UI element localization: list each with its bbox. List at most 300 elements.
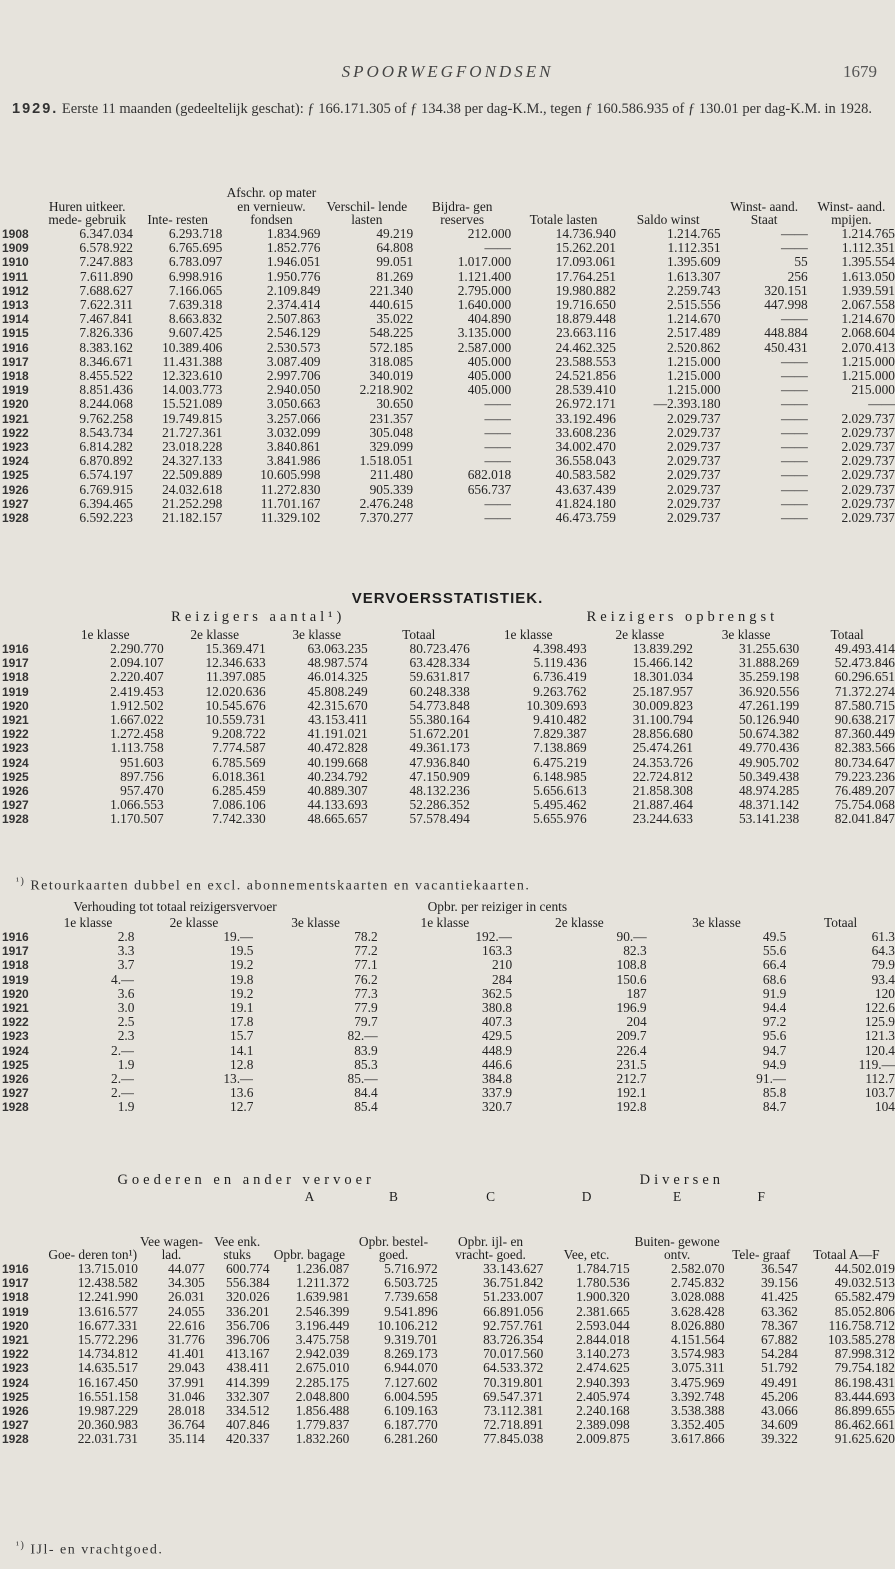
year-cell: 1916 (2, 1262, 29, 1276)
group-letter: D (581, 1189, 592, 1204)
table-cell: 2.029.737 (666, 511, 721, 526)
table-cell: 231.5 (616, 1057, 647, 1072)
table-cell: 43.066 (761, 1404, 798, 1419)
table-cell: 6.574.197 (79, 468, 133, 483)
table-cell: 1.780.536 (576, 1276, 630, 1291)
year-cell: 1919 (2, 684, 29, 699)
table-cell: 70.017.560 (483, 1347, 544, 1362)
column-header: Totaal A—F (813, 1247, 880, 1262)
freight-table (0, 1170, 895, 1447)
year-cell: 1927 (2, 1418, 29, 1433)
table-row (0, 511, 895, 525)
table-cell: 600.774 (226, 1262, 270, 1276)
table-cell: 17.8 (230, 1015, 254, 1030)
table-cell: 7.086.106 (212, 798, 266, 813)
table-cell: 12.8 (230, 1057, 254, 1072)
table-cell: 41.824.180 (555, 496, 616, 511)
year-cell: 1917 (2, 354, 29, 369)
table-cell: 11.701.167 (260, 496, 321, 511)
table-cell: —— (484, 511, 512, 526)
table-cell: 73.112.381 (483, 1404, 544, 1419)
table-cell: 209.7 (616, 1029, 647, 1044)
table-cell: 413.167 (226, 1347, 270, 1362)
table-cell: 48.974.285 (738, 784, 800, 799)
table-cell: 2.029.737 (841, 411, 895, 426)
table-cell: 70.319.801 (483, 1375, 544, 1390)
column-header: 3e klasse (291, 915, 340, 930)
column-header: Verschil- lende lasten (326, 198, 408, 227)
table-cell: 13.715.010 (77, 1262, 138, 1276)
footnote-text: Retourkaarten dubbel en excl. abonnementskaarten en vacantiekaarten. (30, 878, 531, 894)
table-cell: 24.327.133 (162, 454, 223, 469)
table-cell: 34.305 (168, 1276, 205, 1291)
table-cell: 55 (794, 255, 808, 270)
table-cell: 1.215.000 (666, 354, 721, 369)
table-cell: 19.980.882 (555, 283, 616, 298)
table-cell: 1.272.458 (110, 727, 164, 742)
table-row (0, 397, 895, 411)
table-cell: 16.551.158 (77, 1389, 138, 1404)
table-row (0, 741, 895, 755)
table-row (0, 412, 895, 426)
table-cell: 14.1 (230, 1043, 254, 1058)
table-cell: 15.7 (230, 1029, 254, 1044)
table-cell: 19.2 (230, 986, 254, 1001)
table-row (0, 1376, 895, 1390)
table-cell: 12.241.990 (77, 1290, 138, 1305)
table-cell: 548.225 (369, 326, 414, 341)
table-cell: 36.547 (761, 1262, 798, 1276)
table-cell: 79.7 (354, 1015, 378, 1030)
table-cell: 49.361.173 (409, 741, 470, 756)
table-cell: 2.476.248 (359, 496, 414, 511)
table-cell: 7.611.890 (79, 269, 133, 284)
table-cell: 35.022 (376, 312, 414, 327)
intro-paragraph (12, 100, 882, 118)
table-cell: 682.018 (467, 468, 512, 483)
table-cell: 9.607.425 (168, 326, 223, 341)
table-cell: —— (780, 482, 808, 497)
year-cell: 1928 (2, 1100, 29, 1115)
table-cell: 3.352.405 (670, 1418, 725, 1433)
table-row (0, 312, 895, 326)
table-cell: 1.640.000 (457, 298, 512, 313)
year-cell: 1925 (2, 1057, 29, 1072)
table-cell: 2.940.393 (576, 1375, 630, 1390)
column-header: Vee wagen- lad. (140, 1233, 203, 1262)
column-header: 2e klasse (169, 915, 219, 930)
table-cell: 1.832.260 (295, 1432, 350, 1447)
column-header: 1e klasse (63, 915, 113, 930)
table-cell: 420.337 (226, 1432, 270, 1447)
group-letter: A (304, 1189, 315, 1204)
table-cell: 556.384 (226, 1276, 270, 1291)
table-cell: 320.026 (226, 1290, 270, 1305)
table-row (0, 497, 895, 511)
table-cell: 5.716.972 (384, 1262, 438, 1276)
year-cell: 1925 (2, 1389, 29, 1404)
year-cell: 1924 (2, 1375, 29, 1390)
table-cell: 2.5 (117, 1015, 135, 1030)
table-cell: 6.285.459 (212, 784, 266, 799)
year-cell: 1913 (2, 298, 29, 313)
table-cell: 41.191.021 (307, 727, 368, 742)
table-cell: 1.017.000 (457, 255, 512, 270)
table-cell: 61.3 (871, 930, 895, 944)
table-cell: 7.774.587 (212, 741, 266, 756)
year-cell: 1922 (2, 425, 29, 440)
table-cell: 49.493.414 (834, 642, 895, 656)
table-cell: 2.029.737 (841, 482, 895, 497)
table-cell: 2.419.453 (110, 684, 164, 699)
table-row (0, 1044, 895, 1058)
table-cell: 231.357 (369, 411, 414, 426)
table-cell: 41.425 (761, 1290, 798, 1305)
table-cell: 1.912.502 (110, 698, 164, 713)
table-cell: —— (484, 440, 512, 455)
table-cell: 28.539.410 (555, 383, 616, 398)
table-cell: 1.236.087 (295, 1262, 350, 1276)
column-header: 3e klasse (292, 627, 342, 642)
table-cell: 2.029.737 (841, 425, 895, 440)
table-cell: —— (780, 354, 808, 369)
table-cell: 2.029.737 (841, 496, 895, 511)
table-cell: —— (780, 241, 808, 256)
table-row (0, 1290, 895, 1304)
table-cell: 12.7 (230, 1100, 254, 1115)
table-row (0, 426, 895, 440)
table-cell: 31.888.269 (738, 656, 800, 671)
table-cell: 1.214.670 (666, 312, 721, 327)
table-cell: 121.3 (864, 1029, 895, 1044)
table-cell: 3.0 (117, 1001, 135, 1016)
table-cell: 3.475.969 (670, 1375, 725, 1390)
table-cell: 50.674.382 (738, 727, 800, 742)
table-cell: 1.215.000 (666, 383, 721, 398)
table-cell: 17.093.061 (555, 255, 616, 270)
table-cell: 35.114 (168, 1432, 205, 1447)
table-cell: 40.199.668 (307, 755, 368, 770)
table-cell: 336.201 (226, 1304, 270, 1319)
table-cell: 332.307 (226, 1389, 270, 1404)
table-cell: 64.533.372 (483, 1361, 544, 1376)
table-cell: 6.783.097 (168, 255, 223, 270)
table-cell: 28.856.680 (632, 727, 693, 742)
table-cell: 6.281.260 (384, 1432, 438, 1447)
table-cell: 83.444.693 (834, 1389, 895, 1404)
table-row (0, 1361, 895, 1375)
table-cell: 2.070.413 (841, 340, 895, 355)
table-cell: 21.858.308 (632, 784, 693, 799)
year-cell: 1912 (2, 283, 29, 298)
table-cell: 51.233.007 (483, 1290, 544, 1305)
year-cell: 1916 (2, 930, 29, 944)
table-cell: 3.196.449 (295, 1318, 350, 1333)
table-cell: 120.4 (864, 1043, 895, 1058)
table-cell: 84.7 (762, 1100, 787, 1115)
table-cell: 36.920.556 (738, 684, 800, 699)
table-cell: —— (780, 468, 808, 483)
table-cell: 1.900.320 (576, 1290, 630, 1305)
table-cell: 9.208.722 (212, 727, 266, 742)
table-cell: 2.029.737 (666, 440, 721, 455)
table-cell: 2.067.558 (841, 298, 895, 313)
table-row (0, 1276, 895, 1290)
table-cell: 94.4 (762, 1001, 787, 1016)
table-cell: 7.742.330 (212, 812, 266, 827)
table-cell: 320.7 (482, 1100, 513, 1115)
column-header: 2e klasse (190, 627, 240, 642)
table-cell: 6.765.695 (168, 241, 223, 256)
table-cell: 90.— (616, 930, 647, 944)
table-cell: 10.106.212 (377, 1318, 438, 1333)
table-row (0, 713, 895, 727)
table-cell: 49.032.513 (834, 1276, 895, 1291)
table-cell: 2.029.737 (666, 425, 721, 440)
table-cell: 75.754.068 (834, 798, 895, 813)
table-cell: 1.9 (117, 1100, 135, 1115)
table-cell: 8.383.162 (79, 340, 133, 355)
table-cell: 3.6 (117, 986, 135, 1001)
table-row (0, 656, 895, 670)
table-cell: 31.255.630 (738, 642, 800, 656)
column-header: 1e klasse (80, 627, 130, 642)
table-cell: 2.220.407 (110, 670, 164, 685)
table-cell: 2.218.902 (359, 383, 414, 398)
table-cell: 3.028.088 (670, 1290, 725, 1305)
table-cell: 5.656.613 (533, 784, 587, 799)
table-cell: —— (780, 383, 808, 398)
table-cell: 8.346.671 (79, 354, 133, 369)
table-cell: 46.473.759 (555, 511, 616, 526)
table-cell: 99.051 (376, 255, 414, 270)
year-cell: 1923 (2, 440, 29, 455)
column-header: 3e klasse (692, 915, 741, 930)
table-cell: 64.808 (376, 241, 414, 256)
footnote-mark: ¹) (16, 1540, 26, 1551)
column-header: Buiten- gewone ontv. (634, 1233, 720, 1262)
table-cell: 1.215.000 (841, 354, 895, 369)
table-cell: 221.340 (369, 283, 414, 298)
table-cell: 52.473.846 (834, 656, 895, 671)
table-cell: 48.665.657 (307, 812, 368, 827)
table-cell: 13.6 (230, 1086, 254, 1101)
table-cell: 1.214.765 (841, 227, 895, 241)
table-cell: 30.009.823 (632, 698, 693, 713)
year-cell: 1925 (2, 468, 29, 483)
table-cell: 104 (874, 1100, 895, 1115)
table-cell: 24.462.325 (555, 340, 616, 355)
table-row (0, 298, 895, 312)
table-cell: 44.077 (168, 1262, 205, 1276)
table-cell: 81.269 (376, 269, 414, 284)
year-cell: 1926 (2, 1072, 29, 1087)
table-cell: 40.583.582 (555, 468, 616, 483)
table-cell: 6.475.219 (533, 755, 587, 770)
table-cell: 10.389.406 (162, 340, 223, 355)
table-cell: 53.141.238 (738, 812, 800, 827)
table-cell: 5.495.462 (533, 798, 587, 813)
table-cell: 79.754.182 (834, 1361, 895, 1376)
table-cell: 8.663.832 (168, 312, 223, 327)
table-cell: 2.259.743 (666, 283, 721, 298)
table-cell: 3.628.428 (670, 1304, 725, 1319)
year-cell: 1927 (2, 496, 29, 511)
table-cell: 24.055 (168, 1304, 205, 1319)
table-cell: 85.4 (354, 1100, 378, 1115)
table-cell: 91.— (756, 1072, 787, 1087)
table-cell: 19.749.815 (162, 411, 223, 426)
table-cell: 44.502.019 (834, 1262, 895, 1276)
table-cell: 192.— (475, 930, 513, 944)
table-cell: 82.383.566 (834, 741, 895, 756)
table-cell: —— (484, 241, 512, 256)
table-cell: 90.638.217 (834, 713, 895, 728)
table-cell: 40.234.792 (307, 769, 368, 784)
table-cell: 1.395.609 (666, 255, 721, 270)
table-cell: 318.085 (369, 354, 414, 369)
year-cell: 1922 (2, 727, 29, 742)
table-cell: 13.616.577 (77, 1304, 138, 1319)
table-cell: 24.521.856 (555, 369, 616, 384)
table-cell: 125.9 (864, 1015, 895, 1030)
table-cell: 86.198.431 (834, 1375, 895, 1390)
table-cell: —— (484, 425, 512, 440)
table-row (0, 1432, 895, 1446)
table-cell: 8.543.734 (79, 425, 133, 440)
table-cell: 1.852.776 (266, 241, 321, 256)
table-cell: 12.346.633 (205, 656, 266, 671)
table-cell: 63.362 (761, 1304, 798, 1319)
table-cell: 37.991 (168, 1375, 205, 1390)
table-cell: 94.7 (762, 1043, 787, 1058)
column-header: Vee, etc. (563, 1247, 610, 1262)
table-cell: 44.133.693 (307, 798, 368, 813)
table-cell: 2.745.832 (670, 1276, 725, 1291)
table-cell: 60.248.338 (409, 684, 470, 699)
table-cell: 187 (626, 986, 647, 1001)
table-row (0, 1404, 895, 1418)
table-cell: 7.829.387 (533, 727, 587, 742)
table-cell: 39.322 (761, 1432, 798, 1447)
table-cell: 83.726.354 (483, 1333, 544, 1348)
year-cell: 1927 (2, 1086, 29, 1101)
table-cell: 405.000 (467, 369, 512, 384)
year-cell: 1922 (2, 1015, 29, 1030)
table-cell: 19.8 (230, 972, 254, 987)
year-cell: 1917 (2, 656, 29, 671)
table-cell: 51.672.201 (409, 727, 470, 742)
table-row (0, 1058, 895, 1072)
table-cell: 1.211.372 (296, 1276, 350, 1291)
table-cell: 1.946.051 (266, 255, 321, 270)
table-row (0, 685, 895, 699)
year-cell: 1921 (2, 1333, 29, 1348)
table-cell: 7.127.602 (384, 1375, 438, 1390)
table-cell: 362.5 (482, 986, 513, 1001)
table-cell: 25.187.957 (632, 684, 693, 699)
table-cell: 21.887.464 (632, 798, 693, 813)
column-header: 2e klasse (615, 627, 665, 642)
table-row (0, 770, 895, 784)
table-row (0, 341, 895, 355)
table-cell: —— (780, 227, 808, 241)
table-cell: 384.8 (482, 1072, 513, 1087)
table-cell: 6.998.916 (168, 269, 223, 284)
table-cell: 450.431 (764, 340, 808, 355)
table-row (0, 454, 895, 468)
table-cell: 45.206 (761, 1389, 798, 1404)
table-cell: 3.538.388 (670, 1404, 725, 1419)
table-cell: 69.547.371 (483, 1389, 544, 1404)
table-cell: 2.507.863 (266, 312, 321, 327)
table-cell: 91.625.620 (834, 1432, 895, 1447)
table-cell: 2.— (111, 1072, 135, 1087)
table-cell: 43.637.439 (555, 482, 616, 497)
table-cell: 64.3 (871, 944, 895, 959)
table-cell: 54.284 (761, 1347, 798, 1362)
year-cell: 1919 (2, 1304, 29, 1319)
table-cell: 2.587.000 (457, 340, 512, 355)
table-cell: 3.032.099 (266, 425, 321, 440)
table-cell: 1.834.969 (266, 227, 321, 241)
table-cell: 66.891.056 (483, 1304, 544, 1319)
table-cell: 6.736.419 (533, 670, 587, 685)
table-cell: 1.170.507 (110, 812, 164, 827)
table-cell: 3.3 (117, 944, 135, 959)
group-goederen: Goederen en ander vervoer (117, 1172, 375, 1188)
table-cell: 2.374.414 (266, 298, 321, 313)
table-cell: 46.014.325 (307, 670, 368, 685)
table-cell: 22.509.889 (162, 468, 223, 483)
table-cell: 25.474.261 (632, 741, 693, 756)
table-cell: 112.7 (865, 1072, 895, 1087)
table-cell: 92.757.761 (483, 1318, 544, 1333)
table-cell: 43.153.411 (307, 713, 368, 728)
table-cell: 28.018 (168, 1404, 205, 1419)
table-row (0, 1029, 895, 1043)
year-cell: 1917 (2, 944, 29, 959)
table-cell: 22.724.812 (632, 769, 693, 784)
table-row (0, 383, 895, 397)
table-cell: 1.613.050 (841, 269, 895, 284)
year-cell: 1918 (2, 1290, 29, 1305)
table-cell: 79.223.236 (834, 769, 895, 784)
table-cell: 85.3 (354, 1057, 378, 1072)
table-cell: 33.192.496 (555, 411, 616, 426)
table-cell: 66.4 (762, 958, 787, 973)
table-cell: 8.455.522 (79, 369, 133, 384)
table-cell: 7.138.869 (533, 741, 587, 756)
column-header: 1e klasse (420, 915, 470, 930)
table-cell: 9.762.258 (79, 411, 133, 426)
table-cell: 3.7 (117, 958, 135, 973)
table-cell: 1.9 (117, 1057, 135, 1072)
table-cell: 6.148.985 (533, 769, 587, 784)
table-cell: 212.000 (467, 227, 512, 241)
year-cell: 1916 (2, 340, 29, 355)
table-cell: 54.773.848 (409, 698, 470, 713)
table-cell: 7.688.627 (79, 283, 133, 298)
table-cell: 19.1 (230, 1001, 254, 1016)
table-cell: 80.734.647 (834, 755, 895, 770)
table-cell: 1.779.837 (295, 1418, 350, 1433)
column-header: Inte- resten (147, 212, 208, 227)
intro-year: 1929. (12, 101, 59, 117)
table-cell: 2.520.862 (666, 340, 721, 355)
table-cell: 120 (874, 986, 895, 1001)
page-title: SPOORWEGFONDSEN (341, 62, 554, 81)
